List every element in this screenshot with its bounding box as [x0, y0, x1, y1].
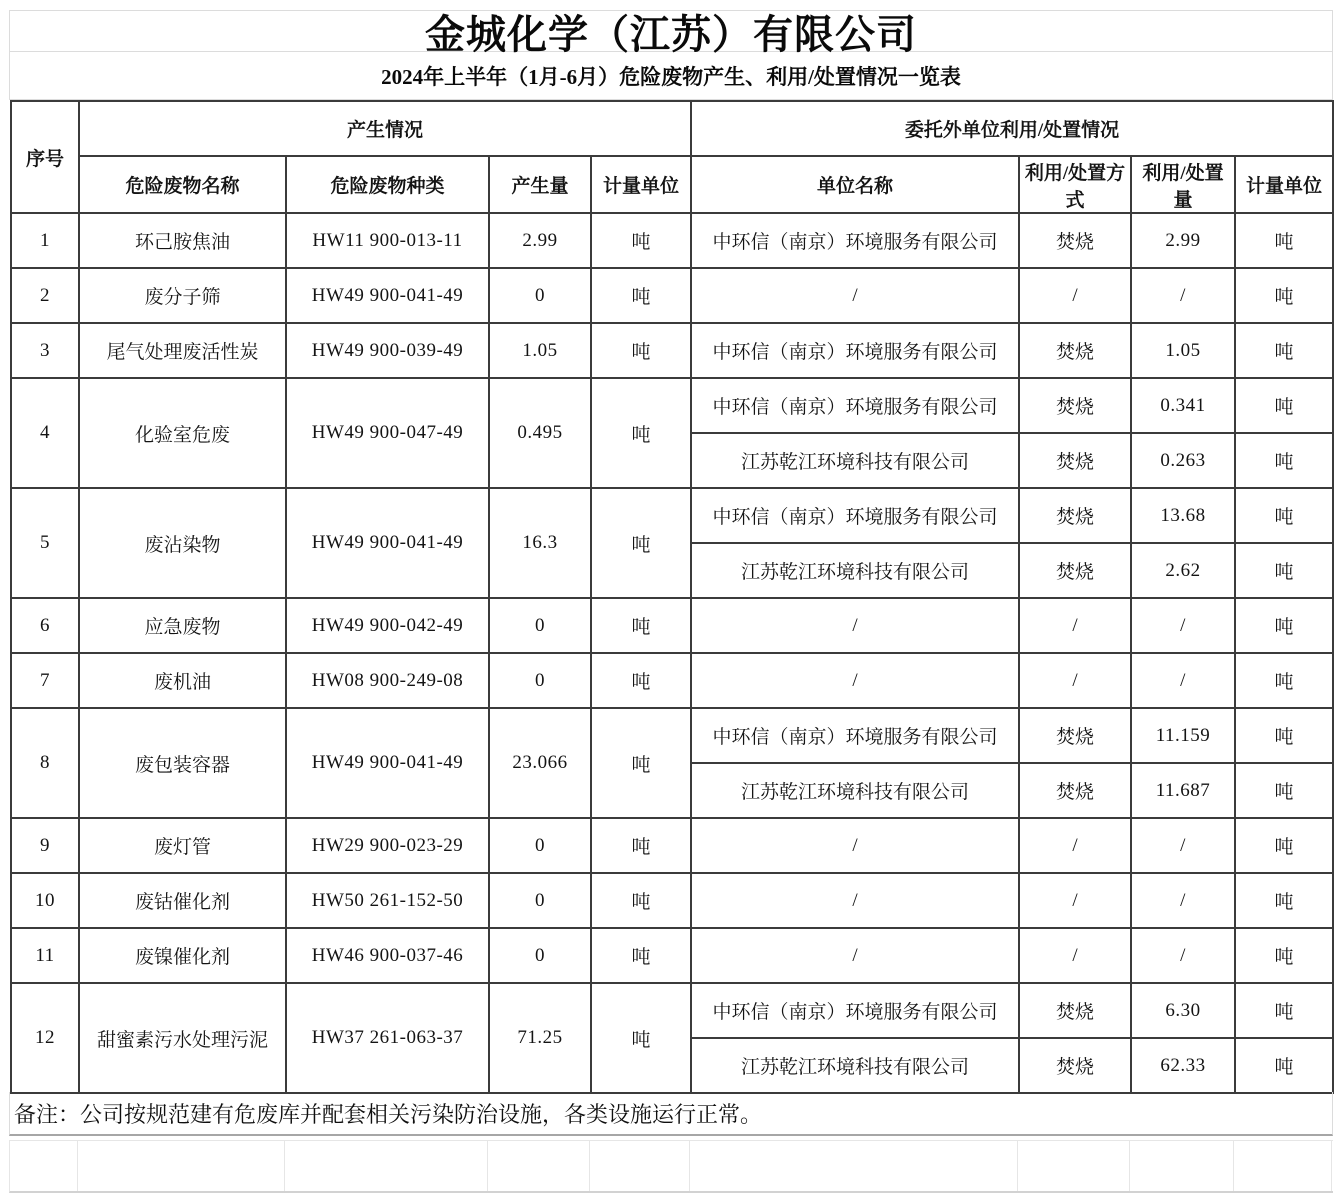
header-disposal-method: 利用/处置方式: [1019, 156, 1131, 213]
cell-disposal-unit: 吨: [1235, 653, 1333, 708]
cell-company: 中环信（南京）环境服务有限公司: [691, 213, 1019, 268]
cell-production-unit: 吨: [591, 928, 691, 983]
cell-production-unit: 吨: [591, 653, 691, 708]
cell-disposal-unit: 吨: [1235, 213, 1333, 268]
header-row-groups: [11, 101, 1333, 156]
cell-company: 中环信（南京）环境服务有限公司: [691, 488, 1019, 543]
cell-disposal-qty: 62.33: [1131, 1038, 1235, 1093]
cell-production-qty: 2.99: [489, 213, 591, 268]
cell-seq: 5: [11, 488, 79, 598]
cell-waste-name: 废机油: [79, 653, 286, 708]
empty-cell: [590, 1141, 690, 1191]
cell-production-qty: 71.25: [489, 983, 591, 1093]
cell-disposal-unit: 吨: [1235, 598, 1333, 653]
table-row: [11, 378, 1333, 433]
header-production-unit: 计量单位: [591, 156, 691, 213]
cell-disposal-method: 焚烧: [1019, 983, 1131, 1038]
cell-disposal-unit: 吨: [1235, 378, 1333, 433]
cell-waste-name: 应急废物: [79, 598, 286, 653]
cell-company: 江苏乾江环境科技有限公司: [691, 1038, 1019, 1093]
cell-disposal-method: /: [1019, 598, 1131, 653]
cell-seq: 3: [11, 323, 79, 378]
cell-production-unit: 吨: [591, 818, 691, 873]
cell-company: 江苏乾江环境科技有限公司: [691, 763, 1019, 818]
cell-waste-name: 甜蜜素污水处理污泥: [79, 983, 286, 1093]
table-row: [11, 708, 1333, 763]
cell-waste-name: 环己胺焦油: [79, 213, 286, 268]
cell-company: 江苏乾江环境科技有限公司: [691, 433, 1019, 488]
cell-disposal-unit: 吨: [1235, 983, 1333, 1038]
cell-disposal-unit: 吨: [1235, 433, 1333, 488]
cell-disposal-method: /: [1019, 818, 1131, 873]
cell-disposal-unit: 吨: [1235, 488, 1333, 543]
cell-disposal-unit: 吨: [1235, 928, 1333, 983]
note-row: [9, 1092, 1333, 1136]
cell-waste-type: HW49 900-042-49: [286, 598, 489, 653]
cell-production-qty: 16.3: [489, 488, 591, 598]
cell-seq: 9: [11, 818, 79, 873]
cell-company: 中环信（南京）环境服务有限公司: [691, 708, 1019, 763]
cell-waste-name: 废镍催化剂: [79, 928, 286, 983]
cell-disposal-qty: /: [1131, 928, 1235, 983]
cell-disposal-unit: 吨: [1235, 1038, 1333, 1093]
table-row: [11, 323, 1333, 378]
header-row-columns: [11, 156, 1333, 213]
empty-spreadsheet-row: [9, 1140, 1333, 1193]
cell-production-unit: 吨: [591, 708, 691, 818]
cell-seq: 10: [11, 873, 79, 928]
table-row: [11, 598, 1333, 653]
cell-seq: 8: [11, 708, 79, 818]
empty-cell: [488, 1141, 590, 1191]
empty-cell: [78, 1141, 285, 1191]
cell-disposal-method: 焚烧: [1019, 708, 1131, 763]
cell-seq: 2: [11, 268, 79, 323]
cell-waste-type: HW37 261-063-37: [286, 983, 489, 1093]
cell-disposal-method: 焚烧: [1019, 1038, 1131, 1093]
cell-production-unit: 吨: [591, 323, 691, 378]
cell-production-unit: 吨: [591, 983, 691, 1093]
cell-company: 江苏乾江环境科技有限公司: [691, 543, 1019, 598]
header-seq: 序号: [11, 101, 79, 213]
cell-disposal-unit: 吨: [1235, 873, 1333, 928]
empty-cell: [1018, 1141, 1130, 1191]
cell-production-qty: 0.495: [489, 378, 591, 488]
cell-waste-type: HW49 900-047-49: [286, 378, 489, 488]
cell-disposal-method: 焚烧: [1019, 433, 1131, 488]
cell-company: /: [691, 873, 1019, 928]
cell-disposal-qty: /: [1131, 653, 1235, 708]
cell-disposal-method: 焚烧: [1019, 323, 1131, 378]
cell-waste-type: HW49 900-041-49: [286, 268, 489, 323]
cell-disposal-qty: 6.30: [1131, 983, 1235, 1038]
title-block: [9, 10, 1333, 100]
header-disposal-qty: 利用/处置量: [1131, 156, 1235, 213]
cell-disposal-unit: 吨: [1235, 268, 1333, 323]
cell-company: /: [691, 928, 1019, 983]
cell-production-unit: 吨: [591, 213, 691, 268]
cell-disposal-qty: /: [1131, 598, 1235, 653]
cell-company: /: [691, 653, 1019, 708]
cell-waste-name: 废灯管: [79, 818, 286, 873]
cell-waste-type: HW08 900-249-08: [286, 653, 489, 708]
header-disposal-unit: 计量单位: [1235, 156, 1333, 213]
cell-production-unit: 吨: [591, 873, 691, 928]
cell-disposal-qty: 1.05: [1131, 323, 1235, 378]
cell-seq: 6: [11, 598, 79, 653]
cell-waste-name: 废钴催化剂: [79, 873, 286, 928]
cell-disposal-method: 焚烧: [1019, 488, 1131, 543]
table-subtitle-text: 2024年上半年（1月-6月）危险废物产生、利用/处置情况一览表: [381, 64, 961, 89]
header-waste-type: 危险废物种类: [286, 156, 489, 213]
table-row: [11, 873, 1333, 928]
cell-production-unit: 吨: [591, 598, 691, 653]
cell-waste-name: 废分子筛: [79, 268, 286, 323]
cell-production-qty: 0: [489, 598, 591, 653]
cell-production-qty: 0: [489, 818, 591, 873]
cell-production-unit: 吨: [591, 488, 691, 598]
header-production-qty: 产生量: [489, 156, 591, 213]
cell-seq: 1: [11, 213, 79, 268]
cell-disposal-method: 焚烧: [1019, 763, 1131, 818]
empty-cell: [1234, 1141, 1332, 1191]
cell-disposal-method: /: [1019, 268, 1131, 323]
table-row: [11, 818, 1333, 873]
empty-cell: [1130, 1141, 1234, 1191]
cell-disposal-method: 焚烧: [1019, 213, 1131, 268]
cell-production-qty: 1.05: [489, 323, 591, 378]
note-text: 备注：公司按规范建有危废库并配套相关污染防治设施，各类设施运行正常。: [14, 1101, 763, 1127]
cell-disposal-qty: /: [1131, 268, 1235, 323]
header-disposal-group: 委托外单位利用/处置情况: [691, 101, 1333, 156]
cell-disposal-unit: 吨: [1235, 543, 1333, 598]
cell-production-unit: 吨: [591, 378, 691, 488]
cell-disposal-qty: 11.687: [1131, 763, 1235, 818]
cell-disposal-qty: 11.159: [1131, 708, 1235, 763]
cell-waste-type: HW11 900-013-11: [286, 213, 489, 268]
table-row: [11, 488, 1333, 543]
cell-waste-type: HW49 900-041-49: [286, 488, 489, 598]
cell-disposal-qty: /: [1131, 873, 1235, 928]
cell-disposal-qty: 13.68: [1131, 488, 1235, 543]
company-title: [9, 10, 1333, 57]
cell-company: /: [691, 818, 1019, 873]
cell-disposal-qty: 0.263: [1131, 433, 1235, 488]
cell-production-qty: 0: [489, 268, 591, 323]
cell-disposal-unit: 吨: [1235, 708, 1333, 763]
company-title-text: 金城化学（江苏）有限公司: [425, 11, 917, 57]
cell-production-qty: 23.066: [489, 708, 591, 818]
header-production-group: 产生情况: [79, 101, 691, 156]
cell-disposal-method: 焚烧: [1019, 543, 1131, 598]
cell-waste-name: 化验室危废: [79, 378, 286, 488]
cell-waste-type: HW46 900-037-46: [286, 928, 489, 983]
hazardous-waste-table: [10, 100, 1334, 1094]
header-waste-name: 危险废物名称: [79, 156, 286, 213]
cell-company: 中环信（南京）环境服务有限公司: [691, 378, 1019, 433]
cell-disposal-unit: 吨: [1235, 818, 1333, 873]
cell-disposal-unit: 吨: [1235, 763, 1333, 818]
cell-disposal-unit: 吨: [1235, 323, 1333, 378]
empty-cell: [285, 1141, 488, 1191]
cell-waste-type: HW29 900-023-29: [286, 818, 489, 873]
cell-waste-type: HW49 900-041-49: [286, 708, 489, 818]
header-company: 单位名称: [691, 156, 1019, 213]
table-row: [11, 213, 1333, 268]
cell-disposal-qty: 2.99: [1131, 213, 1235, 268]
cell-seq: 11: [11, 928, 79, 983]
cell-disposal-qty: 0.341: [1131, 378, 1235, 433]
cell-company: 中环信（南京）环境服务有限公司: [691, 983, 1019, 1038]
cell-waste-name: 废包装容器: [79, 708, 286, 818]
cell-disposal-qty: /: [1131, 818, 1235, 873]
cell-company: /: [691, 268, 1019, 323]
cell-waste-name: 废沾染物: [79, 488, 286, 598]
cell-disposal-method: 焚烧: [1019, 378, 1131, 433]
cell-company: 中环信（南京）环境服务有限公司: [691, 323, 1019, 378]
cell-disposal-method: /: [1019, 653, 1131, 708]
table-row: [11, 983, 1333, 1038]
cell-company: /: [691, 598, 1019, 653]
cell-seq: 7: [11, 653, 79, 708]
table-row: [11, 653, 1333, 708]
table-row: [11, 268, 1333, 323]
cell-production-qty: 0: [489, 928, 591, 983]
cell-disposal-method: /: [1019, 928, 1131, 983]
cell-production-qty: 0: [489, 653, 591, 708]
empty-cell: [690, 1141, 1018, 1191]
table-row: [11, 928, 1333, 983]
cell-waste-name: 尾气处理废活性炭: [79, 323, 286, 378]
cell-disposal-method: /: [1019, 873, 1131, 928]
cell-waste-type: HW50 261-152-50: [286, 873, 489, 928]
cell-disposal-qty: 2.62: [1131, 543, 1235, 598]
cell-seq: 4: [11, 378, 79, 488]
cell-production-qty: 0: [489, 873, 591, 928]
cell-waste-type: HW49 900-039-49: [286, 323, 489, 378]
cell-seq: 12: [11, 983, 79, 1093]
cell-production-unit: 吨: [591, 268, 691, 323]
empty-cell: [10, 1141, 78, 1191]
